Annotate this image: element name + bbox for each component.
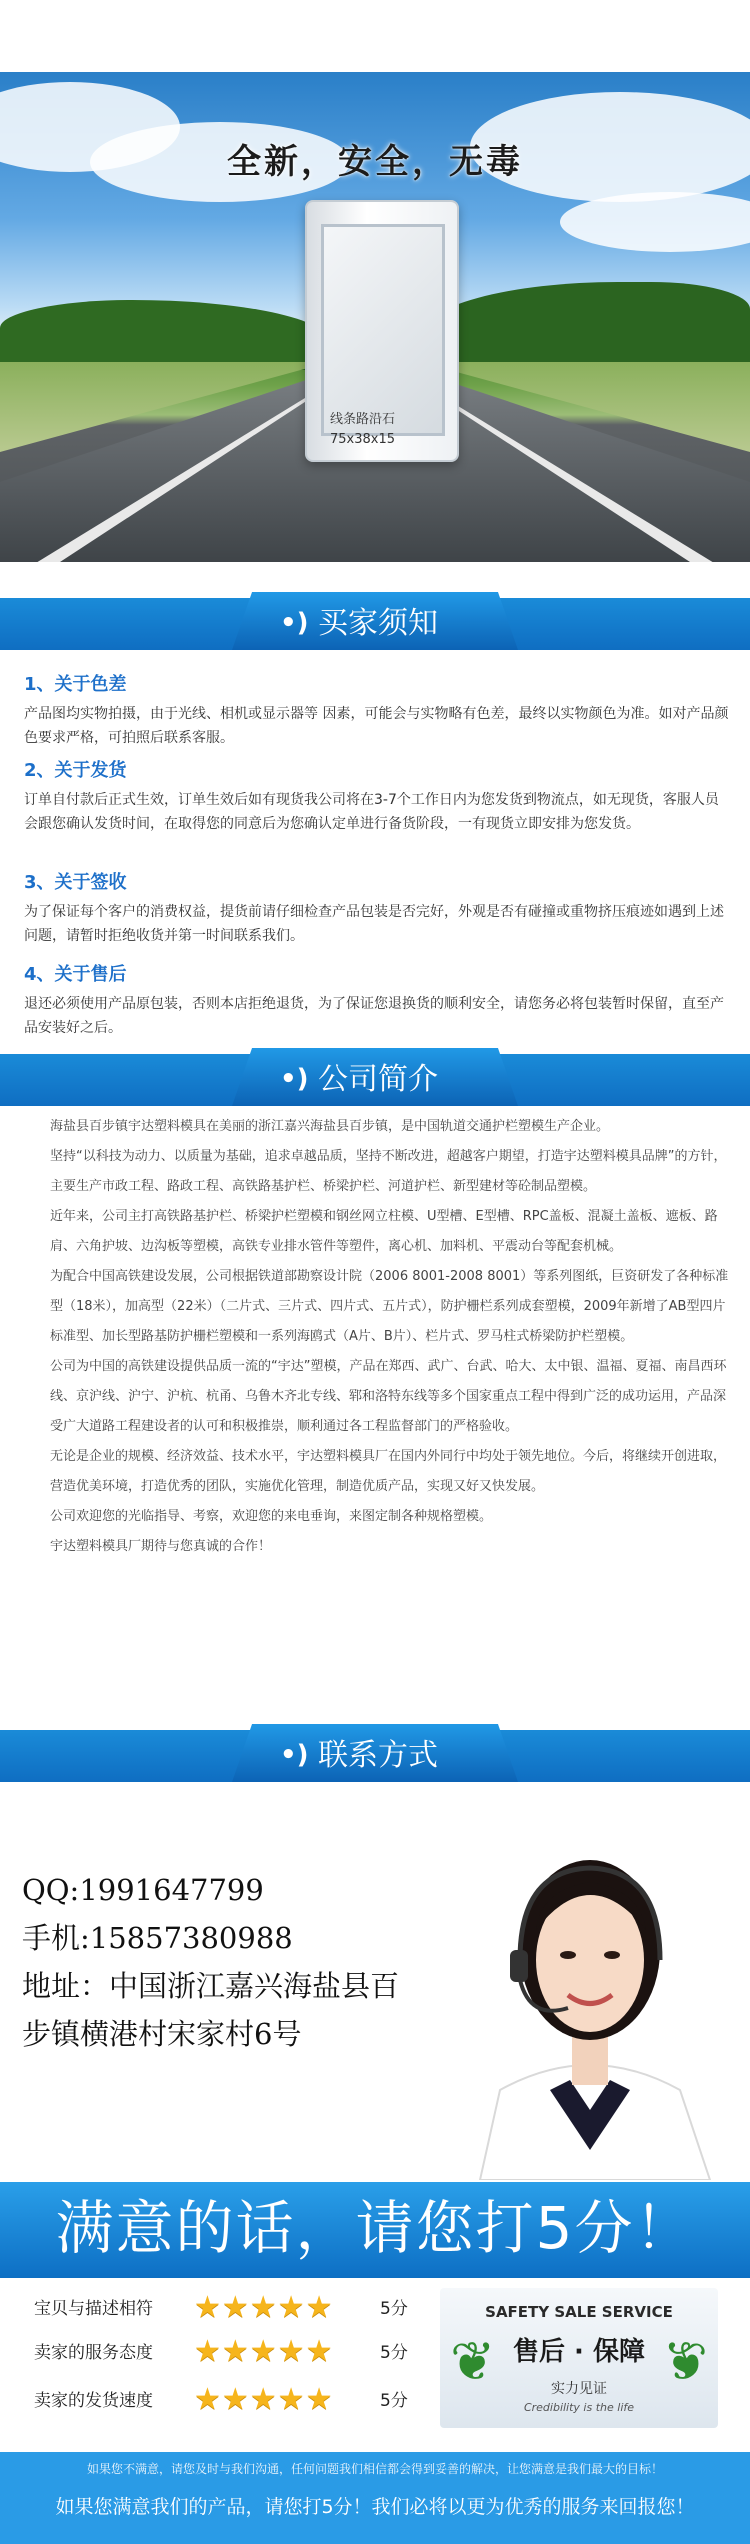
rating-score: 5分 — [380, 2391, 408, 2411]
laurel-icon: ❦ — [450, 2330, 496, 2393]
contact-phone[interactable]: 手机:15857380988 — [22, 1921, 293, 1955]
contact-info — [22, 1866, 412, 2058]
signal-icon: •) — [280, 608, 309, 638]
intro-paragraph: 坚持“以科技为动力、以质量为基础，追求卓越品质，坚持不断改进，超越客户期望，打造宇达塑料模具品牌”的方针，主要生产市政工程、路政工程、高铁路基护栏、桥梁护栏、河道护栏、新型建材等砼制品塑模。 — [50, 1149, 727, 1194]
badge-proof: 实力见证 — [551, 2381, 607, 2397]
laurel-icon: ❦ — [662, 2330, 708, 2393]
rating-slogan-bar — [0, 2182, 750, 2278]
intro-paragraph: 为配合中国高铁建设发展，公司根据铁道部勘察设计院（2006 8001-2008 8001）等系列图纸，巨资研发了各种标准型（18米），加高型（22米）（二片式、三片式、四片式、五片式），防护栅栏系列成套塑模，2009年新增了AB型四片标准型、加长型路基防护栅栏塑模和一系列海鸥式（A片、B片）、栏片式、罗马柱式桥梁防护栏塑模。 — [50, 1269, 729, 1344]
customer-service-avatar — [440, 1790, 740, 2180]
signal-icon: •) — [280, 1740, 309, 1770]
badge-en-title: SAFETY SALE SERVICE — [485, 2303, 673, 2321]
rating-label: 宝贝与描述相符 — [34, 2299, 153, 2319]
company-section-title: 公司简介 — [318, 1062, 438, 1097]
notice-item — [24, 672, 729, 750]
company-section-header — [0, 1054, 750, 1106]
notice-heading: 1、关于色差 — [24, 674, 127, 695]
notice-item — [24, 870, 729, 948]
intro-paragraph: 公司欢迎您的光临指导、考察，欢迎您的来电垂询，来图定制各种规格塑模。 — [50, 1509, 493, 1524]
rating-label: 卖家的发货速度 — [34, 2391, 153, 2411]
intro-paragraph: 近年来，公司主打高铁路基护栏、桥梁护栏塑模和钢丝网立柱模、U型槽、E型槽、RPC盖板、混凝土盖板、遮板、路肩、六角护坡、边沟板等塑模，高铁专业排水管件等塑件，离心机、加料机、平震动台等配套机械。 — [50, 1209, 718, 1254]
notice-item — [24, 758, 729, 836]
intro-paragraph: 海盐县百步镇宇达塑料模具在美丽的浙江嘉兴海盐县百步镇，是中国轨道交通护栏塑模生产企业。 — [50, 1119, 610, 1134]
badge-motto: Credibility is the life — [523, 2401, 635, 2414]
notice-text: 订单自付款后正式生效，订单生效后如有现货我公司将在3-7个工作日内为您发货到物流点，如无现货，客服人员会跟您确认发货时间，在取得您的同意后为您确认定单进行备货阶段，一有现货立即安排为您发货。 — [24, 792, 719, 832]
intro-paragraph: 公司为中国的高铁建设提供品质一流的“宇达”塑模，产品在郑西、武广、台武、哈大、太中银、温福、夏福、南昌西环线、京沪线、沪宁、沪杭、杭甬、乌鲁木齐北专线、郓和洛特东线等多个国家重点工程中得到广泛的成功运用，产品深受广大道路工程建设者的认可和积极推崇，顺利通过各工程监督部门的严格验收。 — [50, 1359, 727, 1434]
company-intro — [50, 1112, 730, 1562]
badge-cn-title: 售后 · 保障 — [513, 2337, 645, 2367]
notice-heading: 3、关于签收 — [24, 872, 127, 893]
after-sale-badge — [440, 2288, 718, 2428]
product-name: 线条路沿石 — [330, 412, 396, 427]
contact-address: 地址：中国浙江嘉兴海盐县百步镇横港村宋家村6号 — [22, 1969, 400, 2051]
rating-row — [22, 2290, 442, 2328]
notice-text: 退还必须使用产品原包装，否则本店拒绝退货，为了保证您退换货的顺利安全，请您务必将包装暂时保留，直至产品安装好之后。 — [24, 996, 724, 1036]
intro-paragraph: 宇达塑料模具厂期待与您真诚的合作！ — [50, 1539, 272, 1554]
notice-item — [24, 962, 729, 1040]
product-label — [330, 410, 395, 450]
contact-qq[interactable]: QQ:1991647799 — [22, 1873, 264, 1907]
notice-text: 产品图均实物拍摄，由于光线、相机或显示器等 因素，可能会与实物略有色差，最终以实物颜色为准。如对产品颜色要求严格，可拍照后联系客服。 — [24, 706, 729, 746]
rating-slogan: 满意的话，请您打5分！ — [55, 2194, 695, 2262]
treeline-left — [0, 300, 330, 370]
product-inner-frame — [321, 224, 445, 436]
notice-heading: 4、关于售后 — [24, 964, 127, 985]
signal-icon: •) — [280, 1064, 309, 1094]
notice-section-header — [0, 598, 750, 650]
footer-big-text: 如果您满意我们的产品，请您打5分！我们必将以更为优秀的服务来回报您！ — [55, 2496, 695, 2518]
rating-score: 5分 — [380, 2299, 408, 2319]
top-whitespace — [0, 0, 750, 72]
notice-text: 为了保证每个客户的消费权益，提货前请仔细检查产品包装是否完好，外观是否有碰撞或重物挤压痕迹如遇到上述问题，请暂时拒绝收货并第一时间联系我们。 — [24, 904, 724, 944]
notice-section-title: 买家须知 — [318, 606, 438, 641]
contact-section-header — [0, 1730, 750, 1782]
treeline-right — [420, 282, 750, 372]
hero-slogan: 全新，安全，无毒 — [227, 142, 523, 182]
footer-small-text: 如果您不满意，请您及时与我们沟通，任何问题我们相信都会得到妥善的解决，让您满意是我们最大的目标！ — [86, 2462, 663, 2476]
rating-row — [22, 2382, 442, 2420]
footer-banner — [0, 2452, 750, 2544]
intro-paragraph: 无论是企业的规模、经济效益、技术水平，宇达塑料模具厂在国内外同行中均处于领先地位。今后，将继续开创进取，营造优美环境，打造优秀的团队，实施优化管理，制造优质产品，实现又好又快发展。 — [50, 1449, 727, 1494]
rating-stars: ★★★★★ — [194, 2290, 334, 2325]
product-size: 75x38x15 — [330, 432, 396, 447]
contact-section-title: 联系方式 — [318, 1738, 438, 1773]
rating-row — [22, 2334, 442, 2372]
rating-label: 卖家的服务态度 — [34, 2343, 153, 2363]
rating-score: 5分 — [380, 2343, 408, 2363]
hero-banner — [0, 72, 750, 562]
rating-stars: ★★★★★ — [194, 2382, 334, 2417]
cloud-shape — [560, 192, 750, 252]
notice-heading: 2、关于发货 — [24, 760, 127, 781]
rating-stars: ★★★★★ — [194, 2334, 334, 2369]
